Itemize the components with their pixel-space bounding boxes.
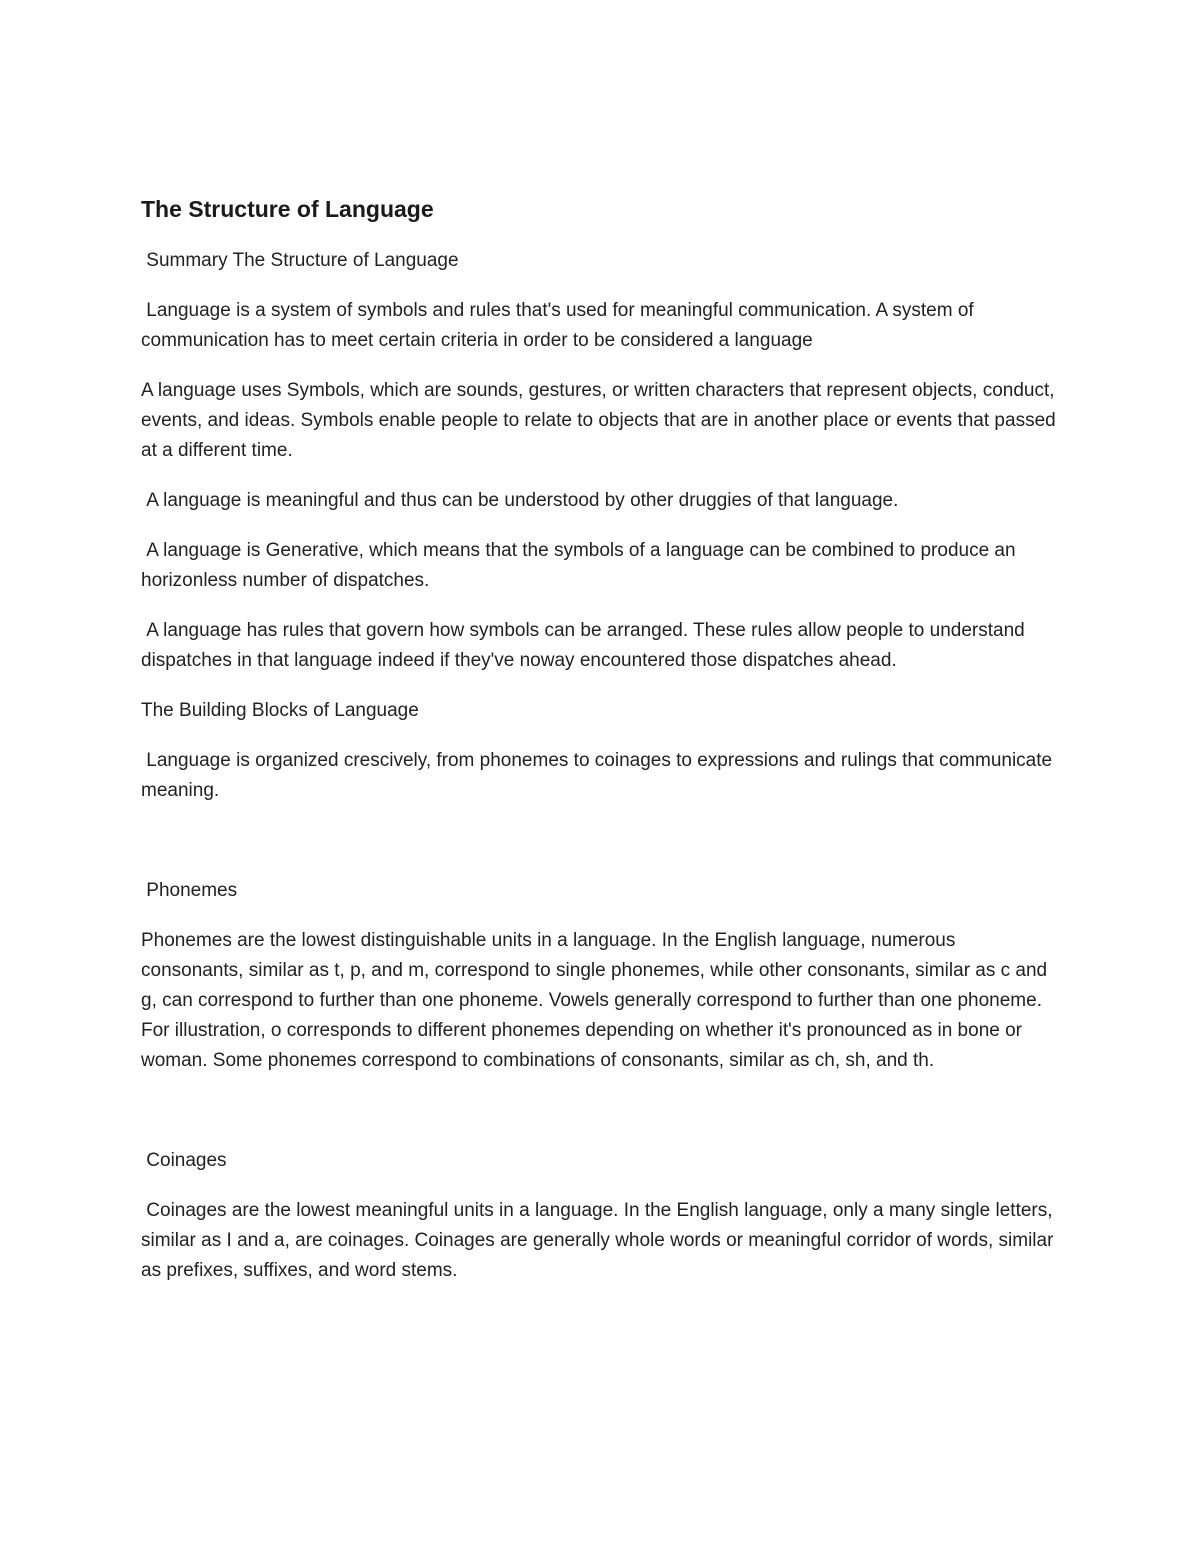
paragraph-rules (141, 616, 1056, 676)
spacer (141, 1096, 1056, 1146)
section-heading-phonemes (141, 876, 1056, 906)
paragraph-coinages-text: Coinages are the lowest meaningful units in a language. In the English language, only a many single letters, similar as I and a, are coinages. Coinages are generally whole words or meaningful corridor of words, similar as prefixes, suffixes, and word stems. (141, 1200, 1054, 1281)
paragraph-organization (141, 746, 1056, 806)
paragraph-definition-text: Language is a system of symbols and rules that's used for meaningful communication. A system of communication has to meet certain criteria in order to be considered a language (141, 300, 974, 351)
document-body (141, 192, 1056, 1306)
paragraph-meaningful (141, 486, 1056, 516)
spacer (141, 826, 1056, 876)
paragraph-phonemes: Phonemes are the lowest distinguishable units in a language. In the English language, numerous consonants, similar as t, p, and m, correspond to single phonemes, while other consonants, similar as c and g, can correspond to further than one phoneme. Vowels generally correspond to further than one phoneme. For illustration, o corresponds to different phonemes depending on whether it's pronounced as in bone or woman. Some phonemes correspond to combinations of consonants, similar as ch, sh, and th. (141, 930, 1048, 1071)
paragraph-generative-text: A language is Generative, which means that the symbols of a language can be combined to produce an horizonless number of dispatches. (141, 540, 1016, 591)
section-heading-building-blocks: The Building Blocks of Language (141, 700, 419, 721)
section-heading-coinages (141, 1146, 1056, 1176)
summary-heading (141, 246, 1056, 276)
section-heading-phonemes-text: Phonemes (146, 880, 238, 901)
paragraph-generative (141, 536, 1056, 596)
paragraph-symbols: A language uses Symbols, which are sounds, gestures, or written characters that represent objects, conduct, events, and ideas. Symbols enable people to relate to objects that are in another place or events that passed at a different time. (141, 380, 1056, 461)
paragraph-rules-text: A language has rules that govern how symbols can be arranged. These rules allow people to understand dispatches in that language indeed if they've noway encountered those dispatches ahead. (141, 620, 1025, 671)
document-title: The Structure of Language (141, 196, 434, 222)
paragraph-definition (141, 296, 1056, 356)
paragraph-organization-text: Language is organized crescively, from phonemes to coinages to expressions and rulings that communicate meaning. (141, 750, 1053, 801)
paragraph-coinages (141, 1196, 1056, 1286)
paragraph-meaningful-text: A language is meaningful and thus can be understood by other druggies of that language. (146, 490, 899, 511)
section-heading-coinages-text: Coinages (146, 1150, 227, 1171)
summary-heading-text: Summary The Structure of Language (146, 250, 459, 271)
